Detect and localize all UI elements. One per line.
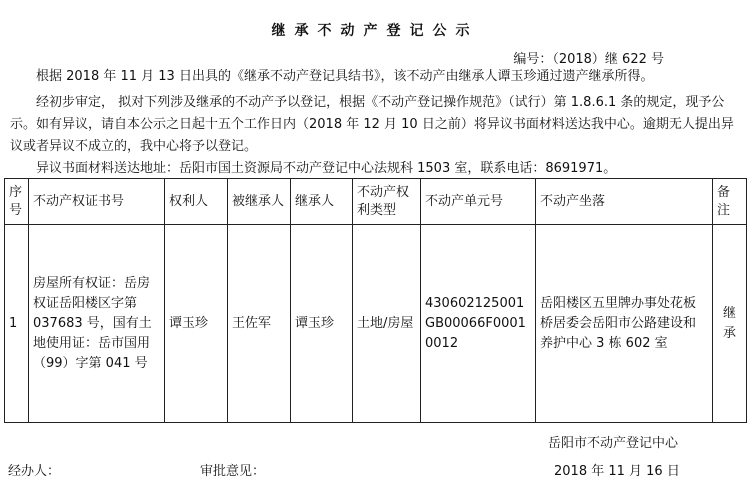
cell-heir: 谭玉珍: [291, 225, 353, 423]
header-remark: 备注: [713, 179, 747, 225]
header-heir: 继承人: [291, 179, 353, 225]
header-index: 序号: [5, 179, 29, 225]
cell-cert-no: 房屋所有权证：岳房权证岳阳楼区字第 037683 号，国有土地使用证：岳市国用（99）字第 041 号: [29, 225, 165, 423]
header-location: 不动产坐落: [536, 179, 713, 225]
header-decedent: 被继承人: [228, 179, 291, 225]
page-title: 继承不动产登记公示: [271, 23, 479, 39]
issuer-name: 岳阳市不动产登记中心: [548, 436, 679, 451]
table-row: [5, 225, 747, 423]
document-number: 编号：（2018）继 622 号: [513, 52, 664, 67]
header-cert-no: 不动产权证书号: [29, 179, 165, 225]
cell-index: 1: [5, 225, 29, 423]
review-label: 审批意见：: [200, 464, 266, 479]
paragraph-basis: 根据 2018 年 11 月 13 日出具的《继承不动产登记具结书》，该不动产由继承人谭玉珍通过遗产继承所得。: [36, 69, 654, 84]
cell-decedent: 王佐军: [228, 225, 291, 423]
header-holder: 权利人: [165, 179, 228, 225]
cell-holder: 谭玉珍: [165, 225, 228, 423]
header-right-type: 不动产权利类型: [353, 179, 421, 225]
paragraph-review: 经初步审定， 拟对下列涉及继承的不动产予以登记，根据《不动产登记操作规范》（试行）第 1.8.6.1 条的规定，现予公示。如有异议，请自本公示之日起十五个工作日内（2018 年 12 月 10 日之前）将异议书面材料送达我中心。逾期无人提出异议或者异议不成立的，我中心将予以登记。: [10, 95, 734, 154]
cell-location: 岳阳楼区五里牌办事处花板桥居委会岳阳市公路建设和养护中心 3 栋 602 室: [536, 225, 713, 423]
issue-date: 2018 年 11 月 16 日: [554, 464, 680, 479]
registration-table: [4, 178, 747, 423]
paragraph-objection-address: 异议书面材料送达地址：岳阳市国土资源局不动产登记中心法规科 1503 室，联系电话：8691971。: [36, 161, 617, 176]
table-header-row: [5, 179, 747, 225]
cell-unit-no: 430602125001GB00066F00010012: [421, 225, 536, 423]
cell-right-type: 土地/房屋: [353, 225, 421, 423]
handler-label: 经办人：: [8, 464, 61, 479]
cell-remark: 继承: [713, 225, 747, 423]
header-unit-no: 不动产单元号: [421, 179, 536, 225]
